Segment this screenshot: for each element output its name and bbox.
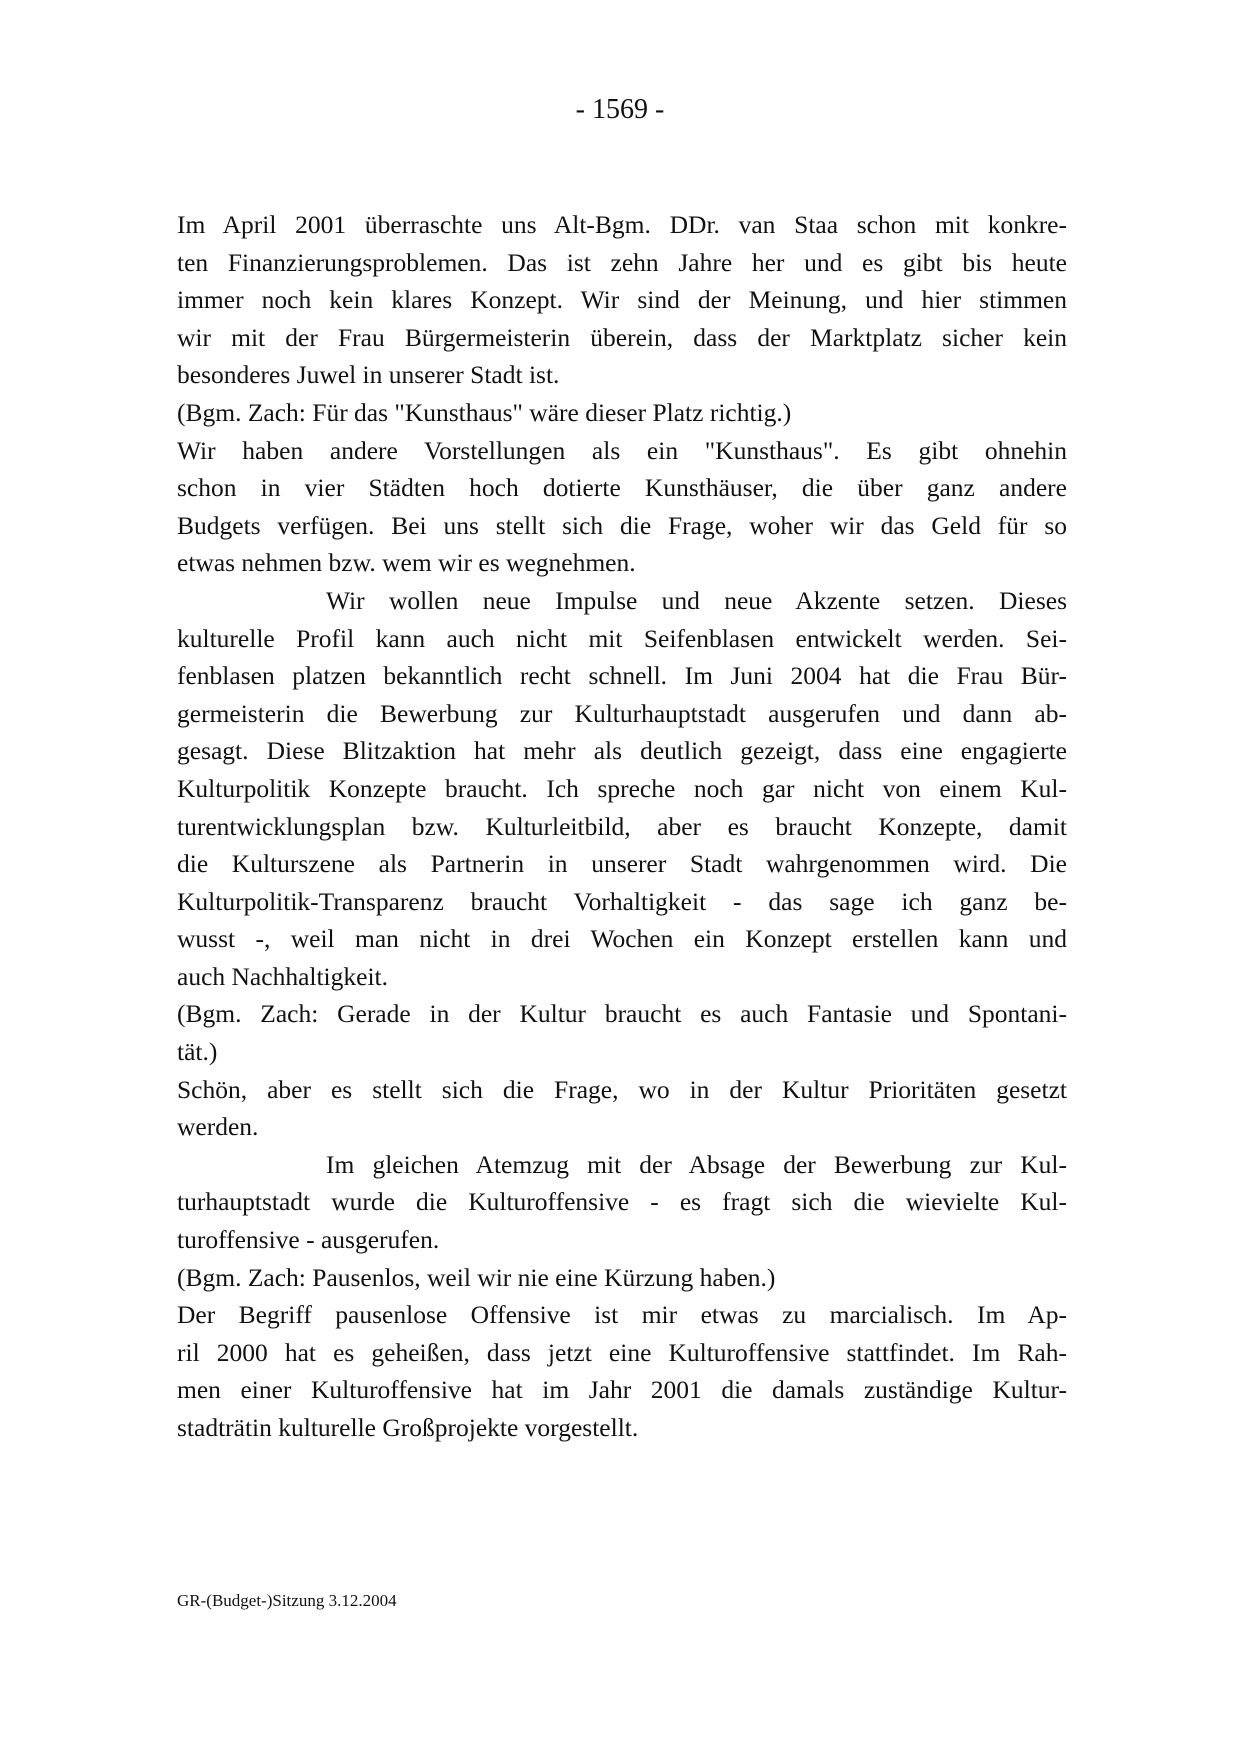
text-line: die Kulturszene als Partnerin in unserer Stadt wahrgenommen wird. Die xyxy=(177,849,1067,879)
text-line: Kulturpolitik-Transparenz braucht Vorhaltigkeit - das sage ich ganz be- xyxy=(177,886,1067,916)
text-line: wusst -, weil man nicht in drei Wochen ein Konzept erstellen kann und xyxy=(177,924,1067,954)
page-number: - 1569 - xyxy=(575,94,665,125)
text-line: stadträtin kulturelle Großprojekte vorgestellt. xyxy=(177,1413,639,1442)
text-line: men einer Kulturoffensive hat im Jahr 2001 die damals zuständige Kultur- xyxy=(177,1375,1067,1405)
text-line: germeisterin die Bewerbung zur Kulturhauptstadt ausgerufen und dann ab- xyxy=(177,698,1067,728)
text-line: wir mit der Frau Bürgermeisterin überein, dass der Marktplatz sicher kein xyxy=(177,322,1067,352)
text-line: Kulturpolitik Konzepte braucht. Ich spreche noch gar nicht von einem Kul- xyxy=(177,773,1067,803)
interjection-line: (Bgm. Zach: Pausenlos, weil wir nie eine Kürzung haben.) xyxy=(177,1262,776,1292)
text-line: Budgets verfügen. Bei uns stellt sich die Frage, woher wir das Geld für so xyxy=(177,510,1067,540)
text-line: auch Nachhaltigkeit. xyxy=(177,961,388,991)
footer-session-label: GR-(Budget-)Sitzung 3.12.2004 xyxy=(177,1591,397,1610)
text-line: Schön, aber es stellt sich die Frage, wo in der Kultur Prioritäten gesetzt xyxy=(177,1074,1067,1104)
text-line: etwas nehmen bzw. wem wir es wegnehmen. xyxy=(177,548,636,578)
text-line: fenblasen platzen bekanntlich recht schnell. Im Juni 2004 hat die Frau Bür- xyxy=(177,661,1067,691)
text-line: Wir haben andere Vorstellungen als ein "Kunsthaus". Es gibt ohnehin xyxy=(177,435,1067,465)
text-line: Wir wollen neue Impulse und neue Akzente setzen. Dieses xyxy=(326,585,1067,615)
interjection-line: tät.) xyxy=(177,1037,218,1067)
text-line: ril 2000 hat es geheißen, dass jetzt eine Kulturoffensive stattfindet. Im Rah- xyxy=(177,1337,1067,1367)
text-line: Der Begriff pausenlose Offensive ist mir etwas zu marcialisch. Im Ap- xyxy=(177,1300,1067,1330)
interjection-line: (Bgm. Zach: Für das "Kunsthaus" wäre dieser Platz richtig.) xyxy=(177,397,792,427)
text-line: turhauptstadt wurde die Kulturoffensive - es fragt sich die wievielte Kul- xyxy=(177,1187,1067,1217)
text-line: Im April 2001 überraschte uns Alt-Bgm. DDr. van Staa schon mit konkre- xyxy=(177,210,1067,239)
text-line: turoffensive - ausgerufen. xyxy=(177,1225,440,1255)
interjection-line: (Bgm. Zach: Gerade in der Kultur braucht es auch Fantasie und Spontani- xyxy=(177,999,1067,1029)
body-text xyxy=(177,206,1067,1447)
text-line: kulturelle Profil kann auch nicht mit Seifenblasen entwickelt werden. Sei- xyxy=(177,623,1067,653)
text-line: ten Finanzierungsproblemen. Das ist zehn Jahre her und es gibt bis heute xyxy=(177,247,1067,277)
text-line: werden. xyxy=(177,1112,259,1142)
text-line: Im gleichen Atemzug mit der Absage der Bewerbung zur Kul- xyxy=(326,1149,1067,1179)
text-line: gesagt. Diese Blitzaktion hat mehr als deutlich gezeigt, dass eine engagierte xyxy=(177,736,1067,766)
text-line: besonderes Juwel in unserer Stadt ist. xyxy=(177,360,560,390)
text-line: immer noch kein klares Konzept. Wir sind der Meinung, und hier stimmen xyxy=(177,285,1067,315)
text-line: schon in vier Städten hoch dotierte Kunsthäuser, die über ganz andere xyxy=(177,473,1067,503)
text-line: turentwicklungsplan bzw. Kulturleitbild, aber es braucht Konzepte, damit xyxy=(177,811,1067,841)
